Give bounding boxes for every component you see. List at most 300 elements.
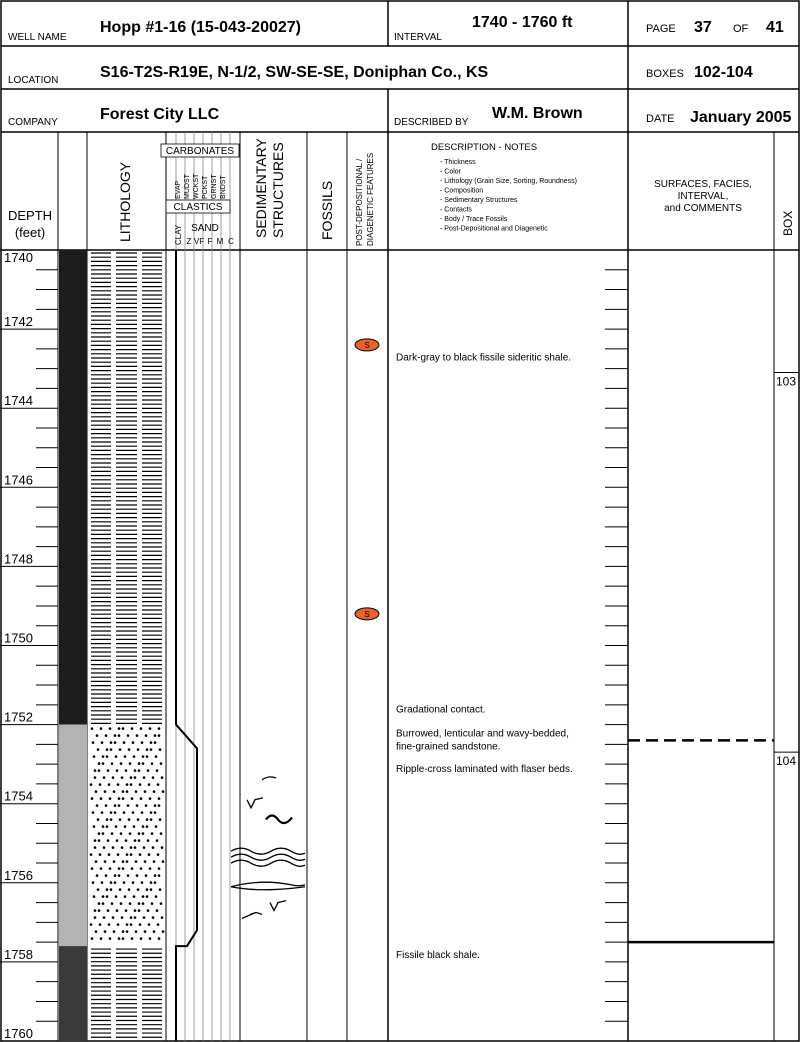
sand-dot bbox=[96, 804, 99, 807]
sand-dot bbox=[143, 776, 146, 779]
depth-label: 1742 bbox=[4, 314, 33, 330]
sand-dot bbox=[152, 916, 155, 919]
sand-dot bbox=[113, 930, 116, 933]
sand-dot bbox=[134, 769, 137, 772]
sand-dot bbox=[126, 923, 129, 926]
sand-dot bbox=[119, 818, 122, 821]
sand-dot bbox=[140, 867, 143, 870]
sand-dot bbox=[94, 916, 97, 919]
sand-dot bbox=[134, 846, 137, 849]
sand-dot bbox=[98, 762, 101, 765]
sand-dot bbox=[136, 874, 139, 877]
sand-dot bbox=[141, 881, 144, 884]
burrow-symbol bbox=[270, 901, 286, 911]
sand-dot bbox=[122, 860, 125, 863]
sand-dot bbox=[126, 853, 129, 856]
sand-dot bbox=[146, 755, 149, 758]
sand-dot bbox=[128, 818, 131, 821]
sand-dot bbox=[118, 804, 121, 807]
depth-label: 1750 bbox=[4, 630, 33, 646]
sand-dot bbox=[103, 916, 106, 919]
sand-dot bbox=[120, 762, 123, 765]
sand-dot bbox=[115, 755, 118, 758]
flaser-bedding-symbol bbox=[231, 854, 305, 860]
sand-dot bbox=[109, 867, 112, 870]
sand-dot bbox=[108, 783, 111, 786]
sed-structures-header-line2: STRUCTURES bbox=[270, 142, 286, 238]
sand-dot bbox=[130, 923, 133, 926]
sand-dot bbox=[138, 769, 141, 772]
sand-dot bbox=[146, 888, 149, 891]
carbonate-type-label: GRNST bbox=[211, 174, 218, 199]
sand-dot bbox=[101, 881, 104, 884]
sand-label: SAND bbox=[191, 223, 219, 234]
sand-dot bbox=[139, 923, 142, 926]
flaser-bedding-symbol bbox=[231, 860, 305, 866]
described-by-label: DESCRIBED BY bbox=[394, 117, 469, 128]
sand-dot bbox=[120, 902, 123, 905]
sand-dot bbox=[162, 790, 165, 793]
sand-dot bbox=[139, 853, 142, 856]
date-value: January 2005 bbox=[690, 109, 792, 126]
sand-dot bbox=[154, 811, 157, 814]
sand-dot bbox=[154, 741, 157, 744]
description-guide-item: - Post-Depositional and Diagenetic bbox=[440, 225, 548, 233]
sand-dot bbox=[114, 874, 117, 877]
sand-dot bbox=[114, 881, 117, 884]
sand-dot bbox=[136, 804, 139, 807]
sand-dot bbox=[151, 902, 154, 905]
sand-dot bbox=[130, 846, 133, 849]
sand-dot bbox=[132, 811, 135, 814]
sand-dot bbox=[132, 741, 135, 744]
description-guide-item: - Contacts bbox=[440, 206, 472, 214]
sand-dot bbox=[130, 853, 133, 856]
lenticular-bedding-symbol bbox=[231, 882, 305, 890]
well-name-label: WELL NAME bbox=[8, 32, 67, 43]
sand-dot bbox=[114, 741, 117, 744]
sand-dot bbox=[149, 937, 152, 940]
sand-dot bbox=[90, 783, 93, 786]
sand-dot bbox=[134, 776, 137, 779]
sand-dot bbox=[124, 895, 127, 898]
sand-dot bbox=[110, 881, 113, 884]
sand-dot bbox=[93, 895, 96, 898]
sand-dot bbox=[131, 937, 134, 940]
description-guide-item: - Thickness bbox=[440, 159, 476, 166]
depth-label: 1756 bbox=[4, 867, 33, 883]
sand-dot bbox=[92, 741, 95, 744]
company-label: COMPANY bbox=[8, 117, 58, 128]
depth-label: 1752 bbox=[4, 709, 33, 725]
sand-dot bbox=[118, 874, 121, 877]
sand-dot bbox=[149, 727, 152, 730]
sand-dot bbox=[158, 867, 161, 870]
sand-dot bbox=[158, 727, 161, 730]
sand-dot bbox=[136, 734, 139, 737]
sand-dot bbox=[157, 783, 160, 786]
sand-dot bbox=[112, 776, 115, 779]
sand-dot bbox=[125, 909, 128, 912]
sand-dot bbox=[144, 930, 147, 933]
sand-dot bbox=[124, 825, 127, 828]
sand-dot bbox=[154, 804, 157, 807]
box-header: BOX bbox=[781, 210, 795, 236]
sand-dot bbox=[124, 755, 127, 758]
sand-dot bbox=[99, 783, 102, 786]
sand-dot bbox=[113, 860, 116, 863]
sand-dot bbox=[161, 916, 164, 919]
clay-label: CLAY bbox=[174, 224, 183, 245]
sand-dot bbox=[142, 902, 145, 905]
sand-dot bbox=[135, 930, 138, 933]
sand-dot bbox=[157, 923, 160, 926]
surfaces-header-line3: and COMMENTS bbox=[664, 203, 742, 214]
sand-dot bbox=[117, 783, 120, 786]
description-text: Burrowed, lenticular and wavy-bedded, bbox=[396, 728, 569, 740]
sand-dot bbox=[158, 797, 161, 800]
sand-dot bbox=[145, 874, 148, 877]
sed-structures-header-line1: SEDIMENTARY bbox=[253, 138, 269, 238]
depth-label: 1744 bbox=[4, 393, 33, 409]
sand-dot bbox=[154, 734, 157, 737]
sand-dot bbox=[106, 895, 109, 898]
sand-dot bbox=[110, 748, 113, 751]
sand-dot bbox=[99, 853, 102, 856]
sand-dot bbox=[119, 748, 122, 751]
surfaces-header-line2: INTERVAL, bbox=[677, 191, 729, 202]
sand-dot bbox=[123, 811, 126, 814]
sand-dot bbox=[97, 748, 100, 751]
sand-dot bbox=[99, 923, 102, 926]
sand-dot bbox=[147, 839, 150, 842]
sand-dot bbox=[146, 895, 149, 898]
sand-dot bbox=[150, 888, 153, 891]
description-guide-item: - Color bbox=[440, 168, 462, 176]
wavy-bedding-symbol bbox=[266, 816, 292, 824]
sand-dot bbox=[102, 825, 105, 828]
sand-dot bbox=[160, 832, 163, 835]
sand-dot bbox=[104, 860, 107, 863]
sand-dot bbox=[141, 741, 144, 744]
sand-dot bbox=[118, 734, 121, 737]
sand-dot bbox=[109, 727, 112, 730]
sand-size-label: F bbox=[207, 237, 213, 246]
sand-dot bbox=[159, 748, 162, 751]
box-number: 103 bbox=[776, 374, 797, 389]
description-guide-item: - Sedimentary Structures bbox=[440, 197, 518, 204]
sand-size-label: M bbox=[216, 237, 224, 246]
burrow-symbol bbox=[262, 777, 276, 780]
sand-dot bbox=[158, 874, 161, 877]
ripple-symbol bbox=[242, 912, 262, 918]
sand-dot bbox=[110, 811, 113, 814]
sand-dot bbox=[94, 909, 97, 912]
sand-dot bbox=[104, 790, 107, 793]
sand-dot bbox=[105, 874, 108, 877]
sand-dot bbox=[144, 860, 147, 863]
sand-dot bbox=[156, 769, 159, 772]
sand-dot bbox=[150, 881, 153, 884]
sand-dot bbox=[139, 783, 142, 786]
clastics-header: CLASTICS bbox=[173, 202, 223, 213]
sand-dot bbox=[138, 762, 141, 765]
sand-dot bbox=[97, 888, 100, 891]
depth-label: 1760 bbox=[4, 1026, 33, 1041]
sand-dot bbox=[150, 811, 153, 814]
sand-dot bbox=[128, 888, 131, 891]
sand-dot bbox=[151, 832, 154, 835]
sedimentary-structures bbox=[231, 777, 305, 919]
sand-dot bbox=[142, 895, 145, 898]
sand-dot bbox=[106, 748, 109, 751]
sand-dot bbox=[121, 846, 124, 849]
sand-dot bbox=[126, 930, 129, 933]
sand-dot bbox=[108, 923, 111, 926]
post-dep-header-line2: DIAGENETIC FEATURES bbox=[366, 152, 375, 246]
sand-dot bbox=[146, 748, 149, 751]
sand-dot bbox=[162, 930, 165, 933]
page-label: PAGE bbox=[646, 23, 676, 35]
sand-dot bbox=[159, 888, 162, 891]
description-text: Gradational contact. bbox=[396, 704, 486, 716]
description-guide-item: - Composition bbox=[440, 187, 484, 195]
sand-dot bbox=[134, 909, 137, 912]
sand-dot bbox=[116, 909, 119, 912]
sand-dot bbox=[110, 818, 113, 821]
sand-dot bbox=[114, 734, 117, 737]
shale-pattern bbox=[91, 253, 162, 723]
sand-dot bbox=[98, 839, 101, 842]
carbonate-type-label: MUDST bbox=[184, 174, 191, 199]
page-total: 41 bbox=[766, 19, 784, 36]
sand-dot bbox=[141, 811, 144, 814]
sand-dot bbox=[113, 790, 116, 793]
sand-dot bbox=[146, 818, 149, 821]
sand-dot bbox=[94, 839, 97, 842]
depth-label: 1758 bbox=[4, 946, 33, 962]
sand-dot bbox=[100, 867, 103, 870]
sand-dot bbox=[127, 804, 130, 807]
sand-dot bbox=[158, 734, 161, 737]
sand-dot bbox=[159, 818, 162, 821]
color-bar bbox=[59, 725, 87, 946]
sand-dot bbox=[123, 741, 126, 744]
flaser-bedding-symbol bbox=[231, 848, 305, 854]
sand-dot bbox=[121, 776, 124, 779]
sand-dot bbox=[143, 846, 146, 849]
sand-dot bbox=[127, 734, 130, 737]
sand-dot bbox=[106, 755, 109, 758]
sand-dot bbox=[90, 853, 93, 856]
description-text: Ripple-cross laminated with flaser beds. bbox=[396, 764, 573, 776]
sand-size-label: Z bbox=[186, 237, 192, 246]
sand-dot bbox=[110, 741, 113, 744]
sand-dot bbox=[95, 860, 98, 863]
sand-dot bbox=[138, 832, 141, 835]
carbonate-type-label: BNDST bbox=[220, 175, 227, 199]
sand-dot bbox=[161, 776, 164, 779]
sand-dot bbox=[92, 881, 95, 884]
sand-dot bbox=[158, 937, 161, 940]
sand-dot bbox=[155, 825, 158, 828]
description-text: fine-grained sandstone. bbox=[396, 741, 501, 753]
depth-label: 1754 bbox=[4, 788, 33, 804]
burrow-symbol bbox=[247, 798, 263, 808]
sand-dot bbox=[152, 846, 155, 849]
sand-size-label: C bbox=[228, 237, 234, 246]
carbonate-type-label: EVAP bbox=[175, 180, 182, 199]
sand-dot bbox=[111, 832, 114, 835]
sand-dot bbox=[127, 874, 130, 877]
sand-dot bbox=[119, 888, 122, 891]
depth-header-line2: (feet) bbox=[14, 225, 46, 240]
sand-dot bbox=[138, 909, 141, 912]
sand-dot bbox=[129, 902, 132, 905]
sand-dot bbox=[104, 930, 107, 933]
sand-dot bbox=[126, 790, 129, 793]
color-bar bbox=[59, 946, 87, 1041]
sand-dot bbox=[102, 895, 105, 898]
depth-label: 1740 bbox=[4, 250, 33, 265]
sand-dot bbox=[125, 839, 128, 842]
description-text: Fissile black shale. bbox=[396, 949, 480, 961]
sand-dot bbox=[105, 734, 108, 737]
description-guide-item: - Body / Trace Fossils bbox=[440, 216, 508, 223]
sand-dot bbox=[112, 916, 115, 919]
sand-dot bbox=[109, 937, 112, 940]
sand-dot bbox=[110, 888, 113, 891]
sand-dot bbox=[114, 811, 117, 814]
sand-dot bbox=[149, 797, 152, 800]
sand-dot bbox=[109, 797, 112, 800]
sand-dot bbox=[134, 916, 137, 919]
sand-dot bbox=[120, 832, 123, 835]
sand-dot bbox=[129, 832, 132, 835]
color-bar bbox=[59, 250, 87, 725]
sand-dot bbox=[91, 797, 94, 800]
sand-dot bbox=[125, 769, 128, 772]
location-label: LOCATION bbox=[8, 75, 59, 86]
sand-dot bbox=[123, 881, 126, 884]
sand-dot bbox=[162, 860, 165, 863]
sand-dot bbox=[156, 909, 159, 912]
sand-dot bbox=[142, 755, 145, 758]
sand-dot bbox=[157, 853, 160, 856]
sand-dot bbox=[92, 811, 95, 814]
sand-dot bbox=[98, 769, 101, 772]
page-number: 37 bbox=[694, 19, 712, 36]
sand-dot bbox=[100, 937, 103, 940]
sand-dot bbox=[142, 825, 145, 828]
sand-dot bbox=[101, 811, 104, 814]
box-number: 104 bbox=[776, 754, 797, 769]
sand-dot bbox=[94, 776, 97, 779]
sand-dot bbox=[122, 797, 125, 800]
sand-dot bbox=[122, 790, 125, 793]
described-by-value: W.M. Brown bbox=[492, 105, 583, 122]
carbonates-header: CARBONATES bbox=[165, 146, 235, 157]
sand-dot bbox=[143, 916, 146, 919]
sand-dot bbox=[91, 727, 94, 730]
sand-dot bbox=[160, 902, 163, 905]
of-label: OF bbox=[733, 23, 749, 35]
sand-dot bbox=[131, 727, 134, 730]
sand-dot bbox=[132, 881, 135, 884]
sand-dot bbox=[133, 755, 136, 758]
sand-dot bbox=[107, 909, 110, 912]
fossils-header: FOSSILS bbox=[319, 180, 335, 240]
sand-dot bbox=[90, 923, 93, 926]
sand-dot bbox=[146, 825, 149, 828]
sand-dot bbox=[94, 846, 97, 849]
sand-dot bbox=[106, 818, 109, 821]
siderite-marker-label: S bbox=[364, 340, 370, 350]
sand-dot bbox=[108, 853, 111, 856]
sand-dot bbox=[131, 867, 134, 870]
sand-dot bbox=[133, 895, 136, 898]
sand-dot bbox=[105, 804, 108, 807]
sand-dot bbox=[111, 762, 114, 765]
sand-dot bbox=[137, 748, 140, 751]
sand-dot bbox=[147, 769, 150, 772]
depth-label: 1746 bbox=[4, 472, 33, 488]
sand-dot bbox=[140, 797, 143, 800]
post-dep-header-line1: POST-DEPOSITIONAL / bbox=[355, 158, 364, 246]
sand-dot bbox=[100, 797, 103, 800]
sand-dot bbox=[154, 874, 157, 877]
sand-dot bbox=[131, 797, 134, 800]
sand-dot bbox=[153, 930, 156, 933]
sand-dot bbox=[130, 783, 133, 786]
boxes-value: 102-104 bbox=[694, 64, 753, 81]
sand-dot bbox=[155, 895, 158, 898]
sand-dot bbox=[122, 937, 125, 940]
sand-dot bbox=[160, 762, 163, 765]
sand-dot bbox=[103, 846, 106, 849]
sand-dot bbox=[95, 930, 98, 933]
sand-dot bbox=[138, 839, 141, 842]
sand-dot bbox=[134, 839, 137, 842]
sand-dot bbox=[137, 888, 140, 891]
sand-dot bbox=[126, 783, 129, 786]
carbonate-type-label: PCKST bbox=[202, 175, 209, 199]
sand-dot bbox=[93, 755, 96, 758]
sand-dot bbox=[135, 860, 138, 863]
sand-dot bbox=[116, 769, 119, 772]
sand-dot bbox=[100, 727, 103, 730]
sandstone-pattern bbox=[90, 727, 165, 940]
sand-dot bbox=[144, 790, 147, 793]
sand-dot bbox=[118, 797, 121, 800]
sand-dot bbox=[106, 888, 109, 891]
sand-dot bbox=[121, 916, 124, 919]
sand-dot bbox=[153, 860, 156, 863]
company-value: Forest City LLC bbox=[100, 106, 220, 123]
shale-pattern bbox=[91, 949, 162, 1037]
sand-dot bbox=[154, 881, 157, 884]
sand-dot bbox=[151, 762, 154, 765]
sand-dot bbox=[133, 825, 136, 828]
description-guide-item: - Lithology (Grain Size, Sorting, Roundness) bbox=[440, 178, 577, 185]
sand-dot bbox=[122, 727, 125, 730]
surfaces-header-line1: SURFACES, FACIES, bbox=[654, 179, 752, 190]
sand-dot bbox=[114, 804, 117, 807]
sand-dot bbox=[116, 839, 119, 842]
interval-label: INTERVAL bbox=[394, 32, 442, 43]
sand-dot bbox=[117, 923, 120, 926]
sand-dot bbox=[148, 783, 151, 786]
